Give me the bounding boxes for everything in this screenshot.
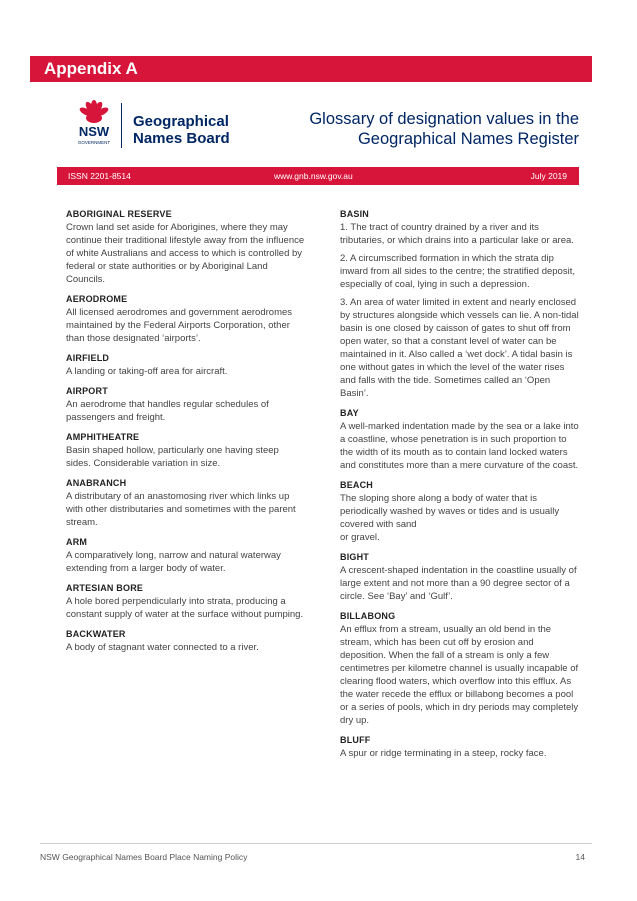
glossary-definition: An efflux from a stream, usually an old bend in the stream, which has been cut off by erosion and deposition. When the fall of a stream is only a few centimetres per kilometre channel is usually incapable of clearing flood waters, which overflow into this efflux. As the water recede the efflux or billabong becomes a pool or a series of pools, which in dry periods may completely dry up.: [340, 624, 579, 726]
glossary-entry: [340, 734, 580, 760]
glossary-term: BEACH: [340, 480, 374, 490]
board-name-line2: Names Board: [133, 130, 230, 147]
glossary-term: ANABRANCH: [66, 478, 127, 488]
glossary-term: BILLABONG: [340, 611, 396, 621]
issn-label: ISSN 2201-8514: [68, 171, 131, 181]
glossary-definition: A well-marked indentation made by the sea or a lake into a coastline, whose penetration is in such proportion to the width of its mouth as to contain land locked waters and constitutes more than a mere curvature of the coast.: [340, 421, 579, 471]
board-name: [133, 113, 230, 147]
document-title-line1: Glossary of designation values in the: [309, 110, 579, 128]
glossary-definition: A spur or ridge terminating in a steep, rocky face.: [340, 748, 547, 759]
glossary-term: AMPHITHEATRE: [66, 432, 140, 442]
glossary-definition: A landing or taking-off area for aircraft.: [66, 366, 228, 377]
glossary-term: BLUFF: [340, 735, 371, 745]
glossary-column-right: [340, 208, 580, 767]
glossary-term: ABORIGINAL RESERVE: [66, 209, 172, 219]
glossary-term: ARTESIAN BORE: [66, 583, 144, 593]
logo-wordmark: NSW: [78, 124, 110, 139]
glossary-term: AIRFIELD: [66, 353, 110, 363]
footer-divider: [40, 843, 592, 844]
website-link[interactable]: www.gnb.nsw.gov.au: [274, 171, 353, 181]
glossary-definition: A body of stagnant water connected to a river.: [66, 642, 259, 653]
glossary-definition: A distributary of an anastomosing river which links up with other distributaries and sometimes with the parent stream.: [66, 491, 296, 528]
glossary-entry: [340, 551, 580, 603]
glossary-entry: [340, 479, 580, 544]
glossary-term: BIGHT: [340, 552, 369, 562]
glossary-term: BAY: [340, 408, 359, 418]
glossary-definition: 3. An area of water limited in extent and nearly enclosed by structures alongside which vessels can lie. A non-tidal basin is one closed by caisson of gates to shut off from open water, so that a constant level of water can be maintained in it. Also called a ‘wet dock’. A tidal basin is one without gates in which the level of the water rises and falls with the tide. Sometimes called an ‘Open Basin’.: [340, 297, 579, 399]
info-bar: [57, 167, 579, 185]
glossary-definition: An aerodrome that handles regular schedules of passengers and freight.: [66, 399, 269, 423]
glossary-entry: [66, 293, 306, 345]
glossary-entry: [340, 208, 580, 400]
glossary-entry: [66, 582, 306, 621]
glossary-entry: [66, 352, 306, 378]
glossary-definition: Crown land set aside for Aborigines, where they may continue their traditional lifestyle away from the influence of white Australians and access to which is controlled by federal or state authorities or by Aboriginal Land Councils.: [66, 222, 305, 285]
glossary-definition: A comparatively long, narrow and natural waterway extending from a larger body of water.: [66, 550, 281, 574]
logo-subtext: GOVERNMENT: [77, 140, 111, 145]
page-number: 14: [575, 852, 585, 862]
waratah-icon: [64, 98, 124, 148]
glossary-entry: [340, 610, 580, 727]
glossary-term: AIRPORT: [66, 386, 108, 396]
glossary-definition: The sloping shore along a body of water that is periodically washed by waves or tides and is usually covered with sand or gravel.: [340, 493, 560, 543]
board-name-line1: Geographical: [133, 113, 229, 130]
glossary-term: ARM: [66, 537, 88, 547]
glossary-column-left: [66, 208, 306, 661]
glossary-definition: A hole bored perpendicularly into strata, producing a constant supply of water at the surface without pumping.: [66, 596, 304, 620]
glossary-definition: All licensed aerodromes and government aerodromes maintained by the Federal Airports Corporation, other than those designated ‘airports’.: [66, 307, 293, 344]
logo-divider: [121, 103, 122, 148]
glossary-entry: [66, 431, 306, 470]
glossary-entry: [66, 385, 306, 424]
glossary-entry: [66, 477, 306, 529]
document-title: [259, 109, 579, 149]
glossary-definition: 1. The tract of country drained by a river and its tributaries, or which drains into a particular lake or area.: [340, 222, 574, 246]
footer-title: NSW Geographical Names Board Place Naming Policy: [40, 852, 248, 862]
glossary-entry: [66, 536, 306, 575]
glossary-definition: Basin shaped hollow, particularly one having steep sides. Considerable variation in size.: [66, 445, 279, 469]
document-title-line2: Geographical Names Register: [357, 130, 579, 148]
publication-date: July 2019: [530, 171, 567, 181]
glossary-entry: [66, 628, 306, 654]
glossary-definition: A crescent-shaped indentation in the coastline usually of large extent and not more than a 90 degree sector of a circle. See ‘Bay’ and ‘Gulf’.: [340, 565, 577, 602]
glossary-term: BASIN: [340, 209, 370, 219]
appendix-banner: Appendix A: [30, 56, 592, 82]
glossary-entry: [340, 407, 580, 472]
glossary-entry: [66, 208, 306, 286]
glossary-term: BACKWATER: [66, 629, 126, 639]
glossary-definition: 2. A circumscribed formation in which the strata dip inward from all sides to the centre; the stratified deposit, especially of coal, lying in such a depression.: [340, 253, 575, 290]
glossary-term: AERODROME: [66, 294, 128, 304]
